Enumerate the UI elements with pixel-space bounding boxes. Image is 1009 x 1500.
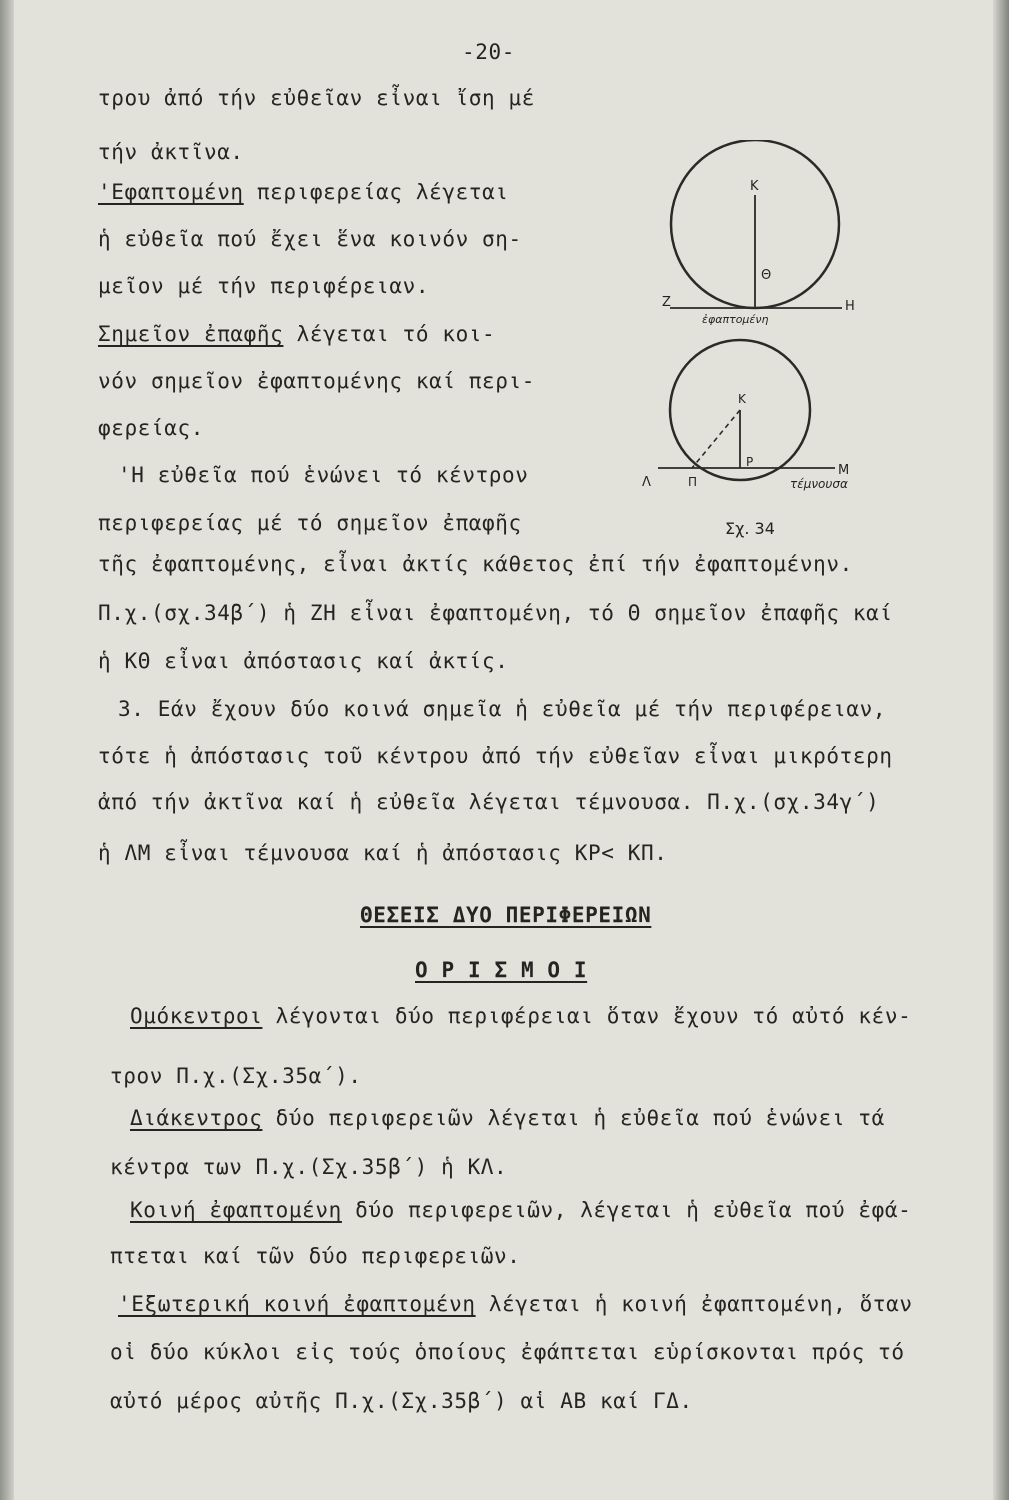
- text-line: ἡ ΚΘ εἶναι ἀπόστασις καί ἀκτίς.: [98, 649, 509, 673]
- label-right-end: Μ: [838, 463, 850, 478]
- text-line: κέντρα των Π.χ.(Σχ.35β΄) ἡ ΚΛ.: [110, 1155, 508, 1179]
- section-heading: ΘΕΣΕΙΣ ΔΥΟ ΠΕΡΙΦΕΡΕΙΩΝ: [360, 903, 652, 927]
- definition-line: [98, 180, 509, 204]
- definition-text: περιφερείας λέγεται: [243, 180, 509, 204]
- label-left-end: Ζ: [662, 295, 671, 310]
- term-external-common-tangent: 'Εξωτερική κοινή ἐφαπτομένη: [118, 1292, 476, 1316]
- definition-text: δύο περιφερειῶν λέγεται ἡ εὐθεῖα πού ἑνώνει τά: [262, 1106, 885, 1130]
- radius-dashed: [692, 410, 740, 468]
- label-left-end: Λ: [642, 475, 651, 490]
- text-line: νόν σημεῖον ἐφαπτομένης καί περι-: [98, 369, 536, 393]
- text-line: περιφερείας μέ τό σημεῖον ἐπαφῆς: [98, 511, 522, 535]
- label-foot: Ρ: [746, 455, 754, 469]
- definition-text: δύο περιφερειῶν, λέγεται ἡ εὐθεῖα πού ἐφά-: [341, 1198, 912, 1222]
- term-common-tangent: Κοινή ἐφαπτομένη: [130, 1198, 342, 1222]
- text-line: οἱ δύο κύκλοι εἰς τούς ὁποίους ἐφάπτεται εὑρίσκονται πρός τό: [110, 1340, 905, 1364]
- secant-figure: [630, 338, 920, 538]
- definition-line: [130, 1106, 885, 1130]
- term-concentric: Ομόκεντροι: [130, 1004, 263, 1028]
- text-line: πτεται καί τῶν δύο περιφερειῶν.: [110, 1244, 521, 1268]
- page-edge-right: [993, 0, 1009, 1500]
- page-edge-left: [0, 0, 14, 1500]
- text-line: ἡ ΛΜ εἶναι τέμνουσα καί ἡ ἀπόστασις ΚΡ< ΚΠ.: [98, 841, 668, 865]
- label-tangent: ἐφαπτομένη: [702, 313, 769, 326]
- label-contact-point: Θ: [761, 268, 772, 283]
- text-line: τότε ἡ ἀπόστασις τοῦ κέντρου ἀπό τήν εὐθεῖαν εἶναι μικρότερη: [98, 744, 893, 768]
- definition-line: [98, 322, 495, 346]
- text-line: ἀπό τήν ἀκτῖνα καί ἡ εὐθεῖα λέγεται τέμνουσα. Π.χ.(σχ.34γ΄): [98, 790, 880, 814]
- label-center: Κ: [750, 179, 759, 194]
- definition-text: λέγεται τό κοι-: [283, 322, 496, 346]
- term-tangent: 'Εφαπτομένη: [98, 180, 244, 204]
- text-line: ἡ εὐθεῖα πού ἔχει ἕνα κοινόν ση-: [98, 227, 522, 251]
- tangent-figure: [640, 140, 870, 330]
- definition-text: λέγονται δύο περιφέρειαι ὅταν ἔχουν τό αὐτό κέν-: [262, 1004, 912, 1028]
- page-number: -20-: [462, 40, 515, 64]
- text-line: τρου ἀπό τήν εὐθεῖαν εἶναι ἴση μέ: [98, 86, 536, 110]
- label-right-end: Η: [845, 299, 855, 314]
- label-center: Κ: [738, 392, 746, 406]
- text-line: φερείας.: [98, 416, 204, 440]
- term-center-line: Διάκεντρος: [130, 1106, 263, 1130]
- term-point-of-contact: Σημεῖον ἐπαφῆς: [98, 322, 284, 346]
- text-line: τρον Π.χ.(Σχ.35α΄).: [110, 1064, 362, 1088]
- text-line: τήν ἀκτῖνα.: [98, 140, 244, 164]
- text-line: αὐτό μέρος αὐτῆς Π.χ.(Σχ.35β΄) αἱ ΑΒ καί ΓΔ.: [110, 1389, 693, 1413]
- text-line: Π.χ.(σχ.34β΄) ἡ ΖΗ εἶναι ἐφαπτομένη, τό Θ σημεῖον ἐπαφῆς καί: [98, 601, 893, 625]
- definition-line: [118, 1292, 913, 1316]
- figure-caption: Σχ. 34: [725, 519, 775, 538]
- definition-line: [130, 1004, 911, 1028]
- text-line: μεῖον μέ τήν περιφέρειαν.: [98, 274, 430, 298]
- label-intersection: Π: [688, 475, 698, 489]
- text-line: 3. Εάν ἔχουν δύο κοινά σημεῖα ἡ εὐθεῖα μέ τήν περιφέρειαν,: [118, 697, 887, 721]
- label-secant: τέμνουσα: [790, 477, 848, 491]
- definition-line: [130, 1198, 911, 1222]
- text-line: τῆς ἐφαπτομένης, εἶναι ἀκτίς κάθετος ἐπί τήν ἐφαπτομένην.: [98, 552, 853, 576]
- definition-text: λέγεται ἡ κοινή ἐφαπτομένη, ὅταν: [475, 1292, 913, 1316]
- definitions-heading: Ο Ρ Ι Σ Μ Ο Ι: [415, 958, 588, 982]
- text-line: 'Η εὐθεῖα πού ἑνώνει τό κέντρον: [118, 463, 529, 487]
